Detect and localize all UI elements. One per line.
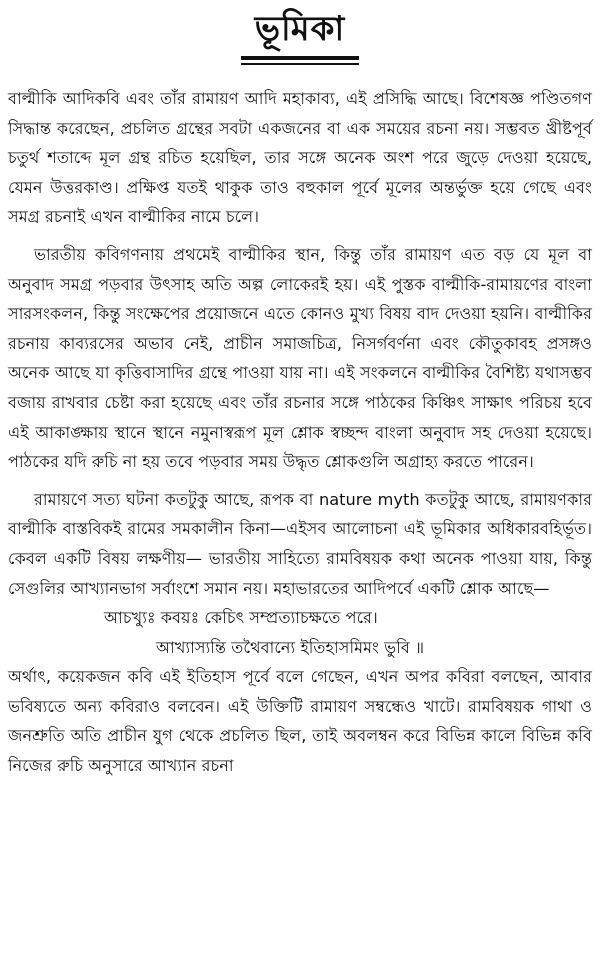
verse-line-2: আখ্যাস্যন্তি তথৈবান্যে ইতিহাসমিমং ভুবি ॥ xyxy=(156,637,425,657)
paragraph-gap xyxy=(8,232,592,240)
title-underline-thick xyxy=(241,56,359,60)
title-underline-thin xyxy=(241,63,359,65)
paragraph-3: রামায়ণে সত্য ঘটনা কতটুকু আছে, রূপক বা nature myth কতটুকু আছে, রামায়ণকার বাল্মীকি বাস্তবিকই রামের সমকালীন কিনা—এইসব আলোচনা এই ভূমিকার অধিকারবহির্ভূত। কেবল একটি বিষয় লক্ষণীয়— ভারতীয় সাহিত্যে রামবিষয়ক কথা অনেক পাওয়া যায়, কিন্তু সেগুলির আখ্যানভাগ সর্বাংশে সমান নয়। মহাভারতের আদিপর্বে একটি শ্লোক আছে— xyxy=(8,489,592,598)
paragraph-1: বাল্মীকি আদিকবি এবং তাঁর রামায়ণ আদি মহাকাব্য, এই প্রসিদ্ধি আছে। বিশেষজ্ঞ পণ্ডিতগণ সিদ্ধান্ত করেছেন, প্রচলিত গ্রন্থের সবটা একজনের বা এক সময়ের রচনা নয়। সম্ভবত খ্রীষ্টপূর্ব চতুর্থ শতাব্দে মূল গ্রন্থ রচিত হয়েছিল, তার সঙ্গে অনেক অংশ পরে জুড়ে দেওয়া হয়েছে, যেমন উত্তরকাণ্ড। প্রক্ষিপ্ত যতই থাকুক তাও বহুকাল পূর্বে মূলের অন্তর্ভুক্ত হয়ে গেছে এবং সমগ্র রচনাই এখন বাল্মীকির নামে চলে। xyxy=(8,89,592,227)
paragraph-4: অর্থাৎ, কয়েকজন কবি এই ইতিহাস পূর্বে বলে গেছেন, এখন অপর কবিরা বলছেন, আবার ভবিষ্যতে অন্য কবিরাও বলবেন। এই উক্তিটি রামায়ণ সম্বন্ধেও খাটে। রামবিষয়ক গাথা ও জনশ্রুতি অতি প্রাচীন যুগ থেকে প্রচলিত ছিল, তাই অবলম্বন করে বিভিন্ন কালে বিভিন্ন কবি নিজের রুচি অনুসারে আখ্যান রচনা xyxy=(8,667,592,776)
paragraph-gap xyxy=(8,477,592,485)
body-text xyxy=(8,84,592,781)
page-title: ভূমিকা xyxy=(254,9,346,49)
title-block xyxy=(8,0,592,84)
title-underline xyxy=(241,56,359,65)
paragraph-2: ভারতীয় কবিগণনায় প্রথমেই বাল্মীকির স্থান, কিন্তু তাঁর রামায়ণ এত বড় যে মূল বা অনুবাদ সমগ্র পড়বার উৎসাহ অতি অল্প লোকেরই হয়। এই পুস্তক বাল্মীকি-রামায়ণের বাংলা সারসংকলন, কিন্তু সংক্ষেপের প্রয়োজনে এতে কোনও মুখ্য বিষয় বাদ দেওয়া হয়নি। বাল্মীকির রচনায় কাব্যরসের অভাব নেই, প্রাচীন সমাজচিত্র, নিসর্গবর্ণনা এবং কৌতুকাবহ প্রসঙ্গও অনেক আছে যা কৃত্তিবাসাদির গ্রন্থে পাওয়া যায় না। এই সংকলনে বাল্মীকির বৈশিষ্ট্য যথাসম্ভব বজায় রাখবার চেষ্টা করা হয়েছে এবং তাঁর রচনার সঙ্গে পাঠকের কিঞ্চিৎ সাক্ষাৎ পরিচয় হবে এই আকাঙ্ক্ষায় স্থানে স্থানে নমুনাস্বরূপ মূল শ্লোক স্বচ্ছন্দ বাংলা অনুবাদ সহ দেওয়া হয়েছে। পাঠকের যদি রুচি না হয় তবে পড়বার সময় উদ্ধৃত শ্লোকগুলি অগ্রাহ্য করতে পারেন। xyxy=(8,244,592,472)
verse-line-1: আচখ্যুঃ কবয়ঃ কেচিৎ সম্প্রত্যাচক্ষতে পরে। xyxy=(104,608,378,628)
